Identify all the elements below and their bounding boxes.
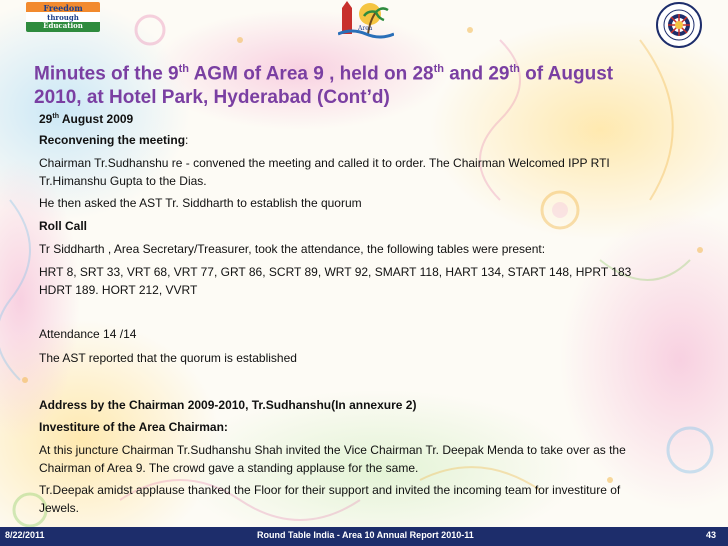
paragraph-2: He then asked the AST Tr. Siddharth to establish the quorum <box>39 196 362 210</box>
paragraph-4-line-2: Chairman of Area 9. The crowd gave a standing applause for the same. <box>39 461 419 475</box>
roll-call-heading: Roll Call <box>39 219 88 233</box>
reconvening-label: Reconvening the meeting <box>39 133 186 147</box>
logo-line-3: Education <box>43 21 83 30</box>
paragraph-4-line-1: At this juncture Chairman Tr.Sudhanshu Shah invited the Vice Chairman Tr. Deepak Menda to take over as the <box>39 443 626 457</box>
title-part-4: of August <box>519 63 614 85</box>
title-part-2: AGM of Area 9 , held on 28 <box>189 63 434 85</box>
paragraph-5-line-1: Tr.Deepak amidst applause thanked the Floor for their support and invited the incoming team for investiture of <box>39 483 621 497</box>
date-rest: August 2009 <box>58 112 134 126</box>
attendance-count: Attendance 14 /14 <box>39 327 137 341</box>
area-logo <box>338 0 394 40</box>
title-sup-3: th <box>509 63 520 75</box>
paragraph-1-line-1: Chairman Tr.Sudhanshu re - convened the meeting and called it to order. The Chairman Welcomed IPP RTI <box>39 156 610 170</box>
logo-line-2: through <box>47 13 79 22</box>
footer-date: 8/22/2011 <box>5 530 45 540</box>
freedom-through-education-logo <box>26 2 100 32</box>
title-sup-1: th <box>178 63 190 75</box>
logo-line-1: Freedom <box>43 3 83 13</box>
title-line-2: 2010, at Hotel Park, Hyderabad (Cont’d) <box>34 87 390 109</box>
reconvening-heading <box>39 132 699 149</box>
title-part-3: and 29 <box>444 63 510 85</box>
title-sup-2: th <box>433 63 444 75</box>
title-part-1: Minutes of the 9 <box>34 63 179 85</box>
tables-present-line-1: HRT 8, SRT 33, VRT 68, VRT 77, GRT 86, SCRT 89, WRT 92, SMART 118, HART 134, START 148, HPRT 183 <box>39 265 632 279</box>
date-sup: th <box>52 113 59 120</box>
round-table-india-emblem <box>656 2 702 48</box>
slide-title <box>34 57 714 110</box>
paragraph-1-line-2: Tr.Himanshu Gupta to the Dias. <box>39 174 207 188</box>
quorum-statement: The AST reported that the quorum is established <box>39 351 297 365</box>
paragraph-3: Tr Siddharth , Area Secretary/Treasurer, took the attendance, the following tables were present: <box>39 242 546 256</box>
footer-report-title: Round Table India - Area 10 Annual Report 2010-11 <box>257 530 474 540</box>
area-logo-text: Area <box>358 25 373 32</box>
slide-footer <box>0 527 728 546</box>
paragraph-5-line-2: Jewels. <box>39 501 80 515</box>
investiture-heading: Investiture of the Area Chairman: <box>39 420 228 434</box>
reconvening-colon: : <box>185 133 189 147</box>
tables-present-line-2: HDRT 189. HORT 212, VVRT <box>39 283 198 297</box>
chairman-address-heading: Address by the Chairman 2009-2010, Tr.Sudhanshu(In annexure 2) <box>39 398 417 412</box>
footer-page-number: 43 <box>706 530 717 540</box>
meeting-date <box>39 108 699 128</box>
date-day: 29 <box>39 112 53 126</box>
